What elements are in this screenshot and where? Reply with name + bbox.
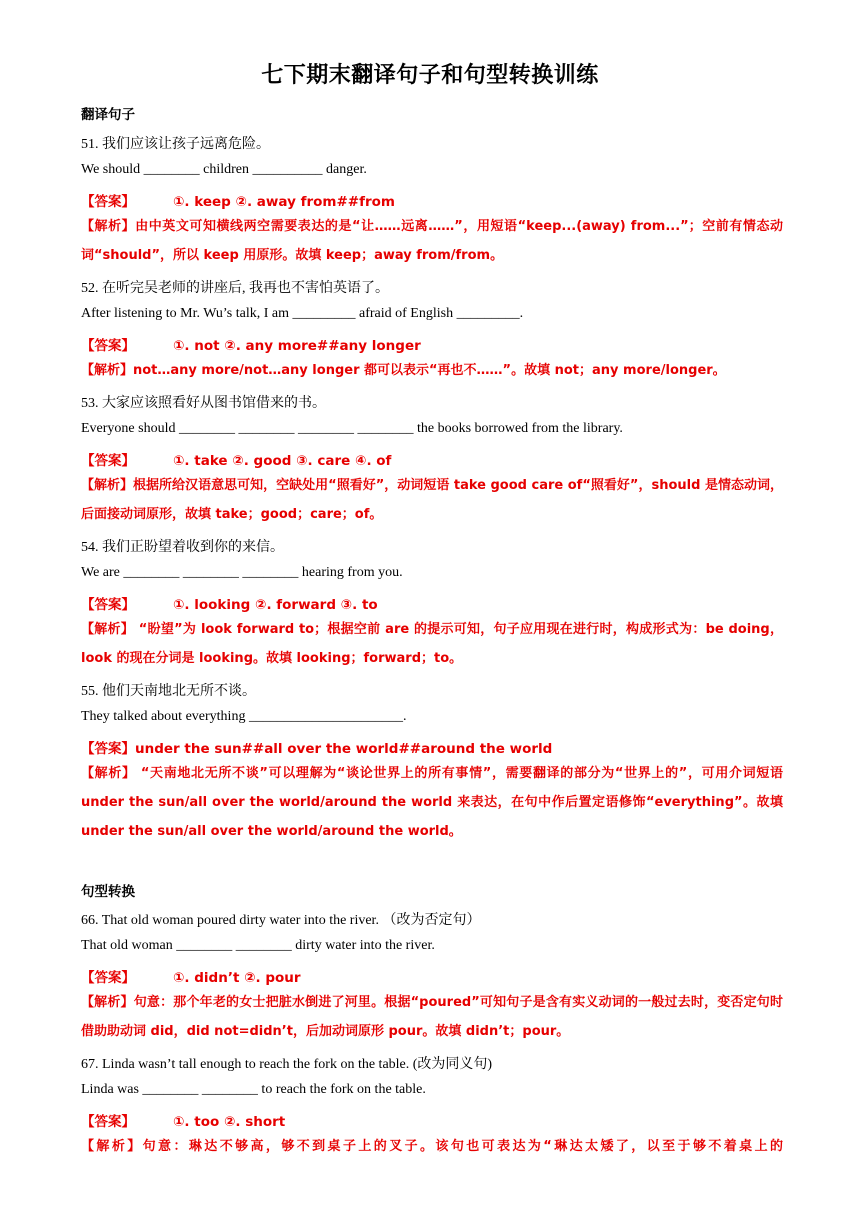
question-text: 67. Linda wasn’t tall enough to reach the fork on the table. (改为同义句): [81, 1057, 493, 1072]
answer-text: ①. looking ②. forward ③. to: [173, 597, 378, 613]
answer-line: [81, 593, 781, 613]
answer-text: ①. too ②. short: [173, 1114, 286, 1130]
answer-text: ①. keep ②. away from##from: [173, 194, 395, 210]
explanation-text: 【解析】 “盼望”为 look forward to；根据空前 are 的提示可知，句子应用现在进行时，构成形式为：be doing，look 的现在分词是 looking。故填 looking；forward；to。: [81, 622, 783, 666]
question-prompt: We should ________ children __________ danger.: [81, 162, 367, 177]
question-prompt: They talked about everything ______________________.: [81, 709, 407, 724]
explanation-text: 【解析】 “天南地北无所不谈”可以理解为“谈论世界上的所有事情”，需要翻译的部分为“世界上的”，可用介词短语 under the sun/all over the world/around the world 来表达，在句中作后置定语修饰“everything”。故填 under the sun/all over the world/around the world。: [81, 766, 783, 839]
answer-tag: 【答案】: [81, 597, 135, 613]
answer-line: [81, 966, 781, 986]
answer-tag: 【答案】: [81, 453, 135, 469]
answer-tag: 【答案】: [81, 338, 135, 354]
answer-tag: 【答案】: [81, 741, 135, 757]
question-text: 53. 大家应该照看好从图书馆借来的书。: [81, 396, 326, 411]
answer-tag: 【答案】: [81, 1114, 135, 1130]
answer-text: ①. not ②. any more##any longer: [173, 338, 421, 354]
explanation-text: 【解析】not…any more/not…any longer 都可以表示“再也不……”。故填 not；any more/longer。: [81, 363, 726, 378]
question-prompt: Linda was ________ ________ to reach the fork on the table.: [81, 1082, 426, 1097]
question-prompt: That old woman ________ ________ dirty water into the river.: [81, 938, 435, 953]
explanation-text: 【解析】由中英文可知横线两空需要表达的是“让……远离……”，用短语“keep...(away) from...”；空前有情态动词“should”，所以 keep 用原形。故填 keep；away from/from。: [81, 219, 783, 263]
answer-line: [81, 1110, 781, 1130]
question-text: 51. 我们应该让孩子远离危险。: [81, 137, 270, 152]
explanation-text: 【解析】根据所给汉语意思可知，空缺处用“照看好”，动词短语 take good care of“照看好”，should 是情态动词，后面接动词原形，故填 take；good；care；of。: [81, 478, 783, 522]
explanation-text: 【解析】句意：那个年老的女士把脏水倒进了河里。根据“poured”可知句子是含有实义动词的一般过去时，变否定句时借助助动词 did，did not=didn’t，后加动词原形 pour。故填 didn’t；pour。: [81, 995, 783, 1039]
answer-text: under the sun##all over the world##around the world: [135, 741, 553, 757]
answer-line: [81, 190, 781, 210]
section-heading-transform: 句型转换: [81, 884, 135, 900]
question-prompt: After listening to Mr. Wu’s talk, I am _________ afraid of English _________.: [81, 306, 524, 321]
answer-line: [81, 449, 781, 469]
question-prompt: We are ________ ________ ________ hearing from you.: [81, 565, 403, 580]
answer-line: [81, 334, 781, 354]
question-text: 54. 我们正盼望着收到你的来信。: [81, 540, 284, 555]
answer-tag: 【答案】: [81, 970, 135, 986]
explanation-text: 【解析】句意：琳达不够高，够不到桌子上的叉子。该句也可表达为“琳达太矮了，以至于够不着桌上的: [81, 1139, 783, 1154]
section-heading-translate: 翻译句子: [81, 107, 135, 123]
document-title: 七下期末翻译句子和句型转换训练: [261, 63, 599, 88]
answer-text: ①. take ②. good ③. care ④. of: [173, 453, 392, 469]
question-text: 52. 在听完吴老师的讲座后, 我再也不害怕英语了。: [81, 281, 389, 296]
answer-tag: 【答案】: [81, 194, 135, 210]
answer-text: ①. didn’t ②. pour: [173, 970, 301, 986]
question-text: 55. 他们天南地北无所不谈。: [81, 684, 256, 699]
question-text: 66. That old woman poured dirty water into the river. （改为否定句）: [81, 913, 481, 928]
answer-line: [81, 737, 781, 757]
question-prompt: Everyone should ________ ________ ________ ________ the books borrowed from the library.: [81, 421, 623, 436]
